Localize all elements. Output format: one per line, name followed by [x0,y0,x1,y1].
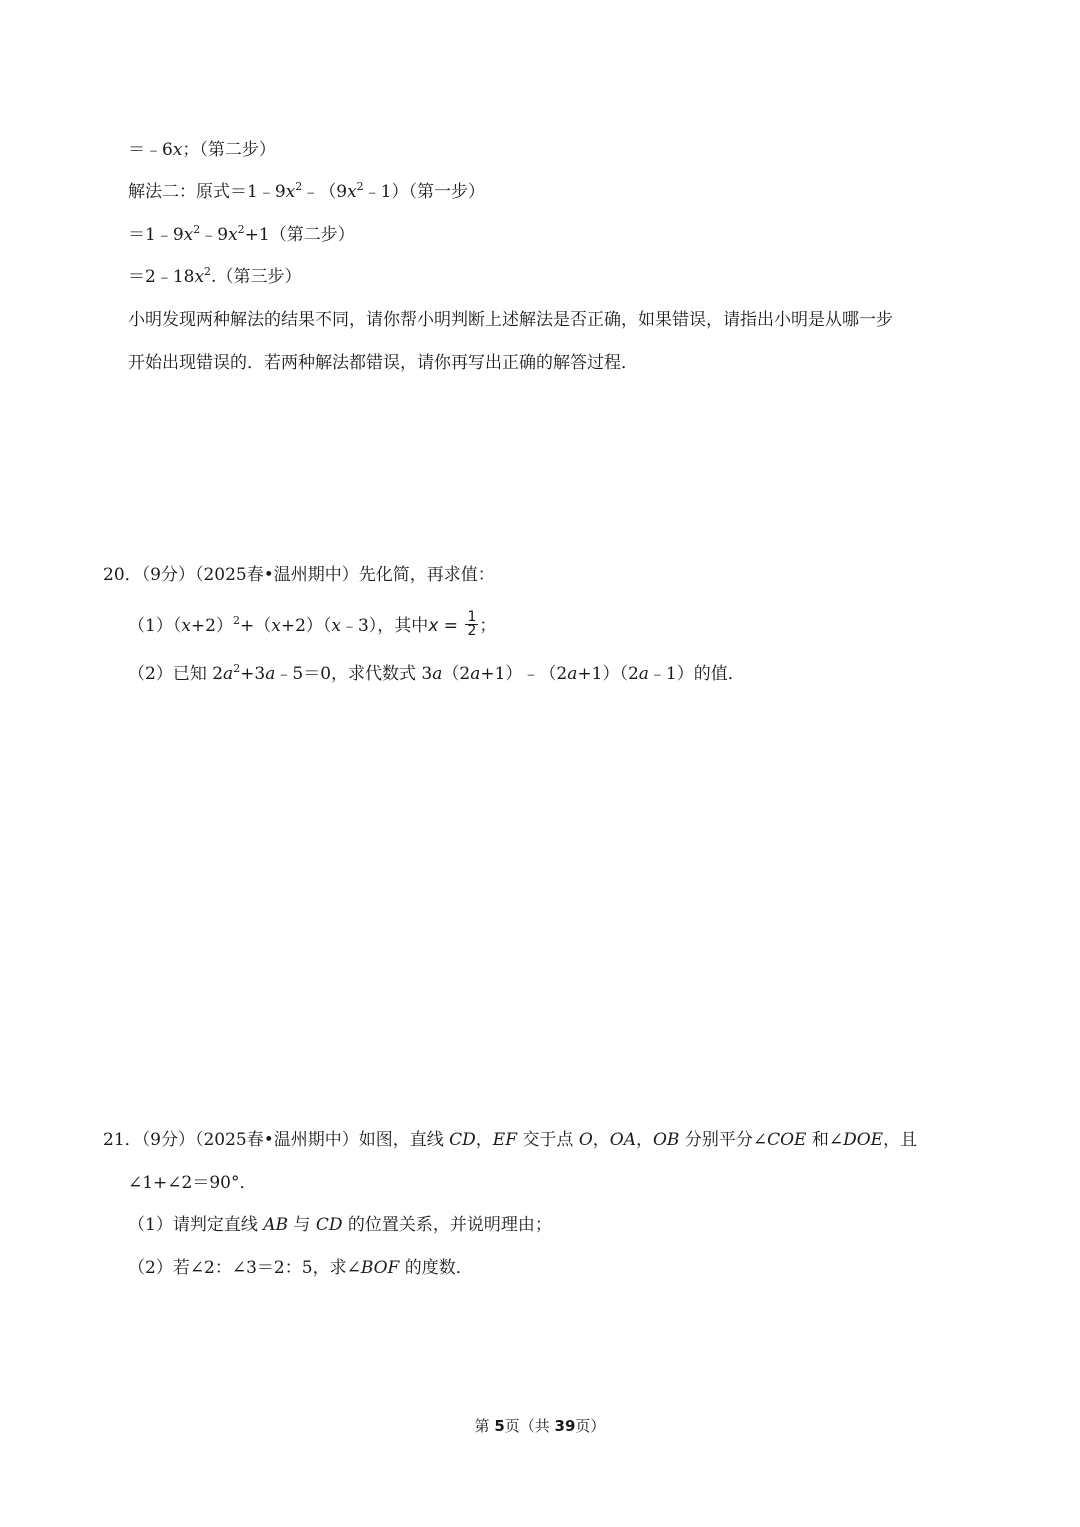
var-a: a [223,664,234,684]
line-name: CD [315,1215,343,1235]
solution-two-step1 [128,180,485,206]
var-x: x [285,182,296,202]
var-x: x [183,225,194,245]
text: 解法二：原式＝1﹣9 [128,182,286,202]
fraction-denominator: 2 [467,623,477,639]
text: +3 [240,664,266,684]
text: +1）（2 [577,664,639,684]
question-20-part2 [128,662,745,688]
text: +1）﹣（2 [480,664,568,684]
text: （1）请判定直线 [128,1215,264,1235]
text: ， [635,1130,653,1150]
exponent: 2 [295,180,303,193]
text: .（第三步） [211,267,302,287]
text: +（ [239,616,272,636]
question-20-header: 20．（9分）（2025春•温州期中）先化简，再求值： [103,565,495,585]
page-total: 39 [554,1417,576,1435]
var-x: x [194,267,205,287]
exponent: 2 [237,223,245,236]
point-name: O [578,1130,593,1150]
text: ＝1﹣9 [128,225,184,245]
text: ＝2﹣18 [128,267,195,287]
fraction-one-half [465,611,478,638]
ray-name: OB [652,1130,680,1150]
exponent: 2 [356,180,364,193]
text: ﹣5＝0，求代数式 3 [275,664,433,684]
question-21-header [103,1128,917,1152]
text: ；（第二步） [182,140,276,160]
var-x: x [347,182,357,202]
text: 分别平分∠ [679,1130,768,1150]
var-x: x [181,616,191,636]
var-a: a [470,664,481,684]
text: ﹣1）（第一步） [363,182,485,202]
solution-line-step2 [128,138,276,162]
exponent: 2 [232,614,240,627]
text: 页（共 [504,1417,555,1435]
ray-name: OA [609,1130,636,1150]
text: ﹣（9 [302,182,348,202]
line-name: EF [492,1130,518,1150]
math-var-x: x [428,616,439,636]
text: （2）若∠2：∠3＝2：5，求∠ [128,1258,361,1278]
var-a: a [265,664,276,684]
question-21-part2 [128,1256,473,1280]
text: ，且 [883,1130,918,1150]
fraction-numerator: 1 [467,609,477,625]
var-x: x [228,225,238,245]
angle-name: BOF [360,1258,400,1278]
text: ＝﹣6 [128,140,173,160]
text: ， [475,1130,493,1150]
var-a: a [432,664,443,684]
text: 21．（9分）（2025春•温州期中）如图，直线 [103,1130,450,1150]
solution-two-step2 [128,223,355,249]
var-x: x [172,140,183,160]
text: （1）（ [128,616,182,636]
text: 交于点 [517,1130,579,1150]
angle-name: DOE [843,1130,884,1150]
text: （2）已知 2 [128,664,224,684]
question-20-part1 [128,609,497,640]
text: ﹣9 [200,225,229,245]
question-21-part1 [128,1213,552,1237]
text: 和∠ [806,1130,844,1150]
text: ﹣3），其中 [340,616,429,636]
text: ； [479,616,497,636]
page-footer [0,1415,1080,1437]
problem-paragraph-line2: 开始出现错误的．若两种解法都错误，请你再写出正确的解答过程． [128,353,638,373]
text: （2 [442,664,471,684]
text: 第 [474,1417,495,1435]
text: +2）（ [280,616,332,636]
text: ， [592,1130,610,1150]
math-equals: = [438,616,464,636]
text: 页） [575,1417,606,1435]
exponent: 2 [233,662,241,675]
var-a: a [567,664,578,684]
angle-name: COE [767,1130,807,1150]
text: 的度数． [399,1258,473,1278]
text: ﹣1）的值． [648,664,745,684]
text: 与 [288,1215,316,1235]
line-name: CD [449,1130,476,1150]
var-x: x [331,616,341,636]
line-name: AB [263,1215,289,1235]
problem-paragraph-line1: 小明发现两种解法的结果不同，请你帮小明判断上述解法是否正确，如果错误，请指出小明是从哪一步 [128,310,893,330]
page-number: 5 [494,1417,505,1435]
exponent: 2 [193,223,201,236]
var-x: x [271,616,281,636]
text: +2） [190,616,233,636]
var-a: a [638,664,649,684]
exponent: 2 [204,265,212,278]
text: +1（第二步） [244,225,355,245]
solution-two-step3 [128,265,301,291]
question-21-condition: ∠1+∠2＝90°． [128,1173,257,1193]
text: 的位置关系，并说明理由； [342,1215,552,1235]
